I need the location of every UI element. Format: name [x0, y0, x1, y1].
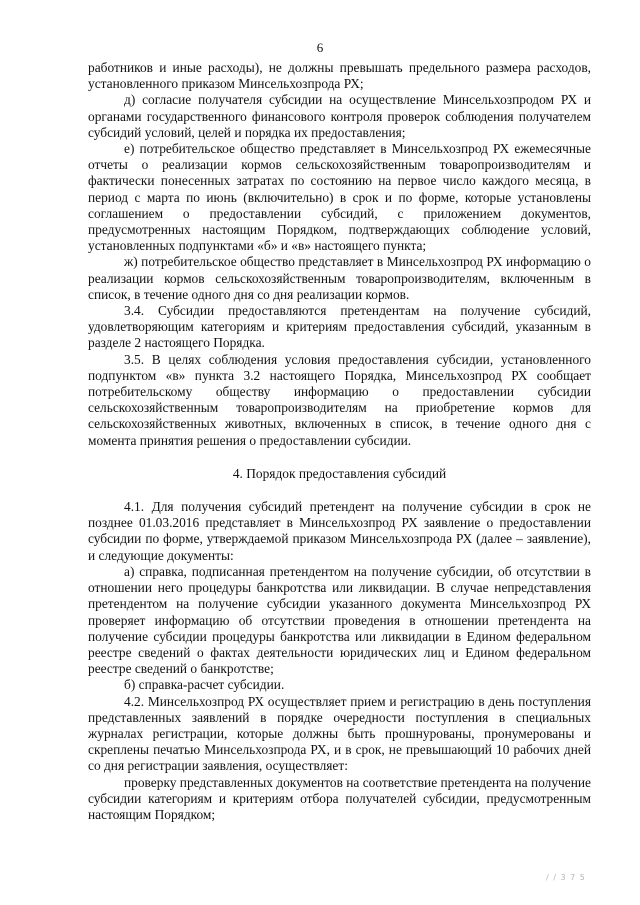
- page-number: 6: [316, 40, 324, 55]
- scan-mark: / / 3 7 5: [546, 873, 586, 882]
- paragraph-3-5: 3.5. В целях соблюдения условия предоставления субсидии, установленного подпунктом «в» пункта 3.2 настоящего Порядка, Минсельхозпрод РХ сообщает потребительскому обществу информацию о предоставлении субсидии сельскохозяйственным товаропроизводителям на приобретение кормов для сельскохозяйственных животных, включенных в список, в течение одного дня с момента принятия решения о предоставлении субсидии.: [88, 351, 591, 448]
- document-body: [88, 60, 591, 823]
- paragraph-4-2: 4.2. Минсельхозпрод РХ осуществляет прием и регистрацию в день поступления представленных заявлений в порядке очередности поступления в специальных журналах регистрации, которые должны быть прошнурованы, пронумерованы и скреплены печатью Минсельхозпрода РХ, и в срок, не превышающий 10 рабочих дней со дня регистрации заявления, осуществляет:: [88, 693, 591, 774]
- paragraph-check: проверку представленных документов на соответствие претендента на получение субсидии категориям и критериям отбора получателей субсидии, предусмотренным настоящим Порядком;: [88, 774, 591, 822]
- paragraph-continuation: работников и иные расходы), не должны превышать предельного размера расходов, установленного приказом Минсельхозпрода РХ;: [88, 60, 591, 92]
- paragraph-3-4: 3.4. Субсидии предоставляются претендентам на получение субсидий, удовлетворяющим категориям и критериям предоставления субсидий, указанным в разделе 2 настоящего Порядка.: [88, 303, 591, 351]
- paragraph-item-e: е) потребительское общество представляет в Минсельхозпрод РХ ежемесячные отчеты о реализации кормов сельскохозяйственным товаропроизводителям и фактически понесенных затратах по состоянию на первое число каждого месяца, в период с марта по июнь (включительно) в срок и по форме, которые установлены соглашением о предоставлении субсидий, с приложением документов, предусмотренных настоящим Порядком, подтверждающих соблюдение условий, установленных подпунктами «б» и «в» настоящего пункта;: [88, 141, 591, 254]
- section-heading: 4. Порядок предоставления субсидий: [232, 465, 447, 481]
- paragraph-item-b: б) справка-расчет субсидии.: [124, 677, 285, 693]
- paragraph-item-zh: ж) потребительское общество представляет в Минсельхозпрод РХ информацию о реализации кормов сельскохозяйственным товаропроизводителям, включенным в список, в течение одного дня со дня реализации кормов.: [88, 254, 591, 302]
- paragraph-4-1: 4.1. Для получения субсидий претендент на получение субсидии в срок не позднее 01.03.2016 представляет в Минсельхозпрод РХ заявление о предоставлении субсидии по форме, утверждаемой приказом Минсельхозпрода РХ (далее – заявление), и следующие документы:: [88, 499, 591, 563]
- paragraph-item-d: д) согласие получателя субсидии на осуществление Минсельхозпродом РХ и органами государственного финансового контроля проверок соблюдения получателем субсидий условий, целей и порядка их предоставления;: [88, 92, 591, 140]
- paragraph-item-a: а) справка, подписанная претендентом на получение субсидии, об отсутствии в отношении него процедуры банкротства или ликвидации. В случае непредставления претендентом на получение субсидии указанного документа Минсельхозпрод РХ проверяет информацию об отсутствии проведения в отношении претендента на получение субсидии процедуры банкротства или ликвидации в Едином федеральном реестре сведений о фактах деятельности юридических лиц и Едином федеральном реестре сведений о банкротстве;: [88, 563, 591, 677]
